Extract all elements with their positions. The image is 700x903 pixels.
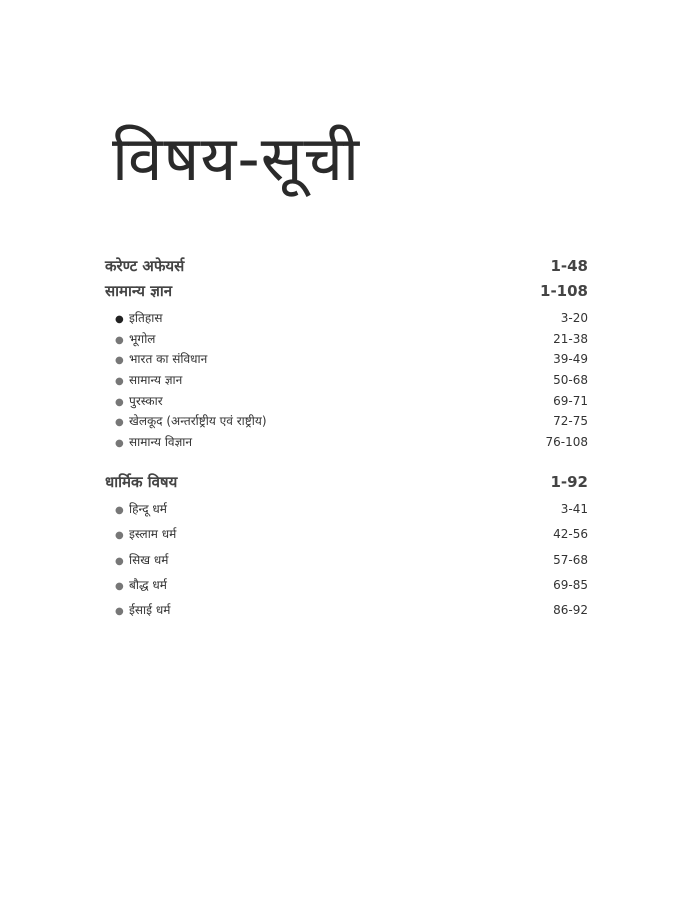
bullet-icon: ● — [115, 606, 124, 618]
section-label: सामान्य ज्ञान — [105, 282, 173, 300]
item-label: हिन्दू धर्म — [129, 502, 167, 516]
toc-section-religion — [105, 472, 588, 626]
bullet-icon: ● — [115, 555, 124, 567]
toc-section-heading[interactable] — [105, 256, 588, 280]
item-pages: 42-56 — [553, 527, 588, 542]
bullet-icon: ● — [115, 438, 124, 450]
toc-item[interactable] — [105, 551, 588, 576]
bullet-icon: ● — [115, 505, 124, 516]
item-pages: 39-49 — [553, 352, 588, 367]
item-label: ईसाई धर्म — [129, 603, 171, 618]
item-label: सामान्य ज्ञान — [129, 373, 183, 388]
toc-item[interactable] — [105, 350, 588, 371]
item-pages: 69-85 — [553, 577, 588, 592]
toc-item[interactable] — [105, 576, 588, 601]
toc-section-current-affairs — [105, 256, 588, 280]
item-label: पुरस्कार — [129, 393, 163, 408]
toc-section-heading[interactable] — [105, 281, 588, 309]
item-label: भूगोल — [129, 331, 156, 346]
bullet-icon: ● — [115, 314, 124, 325]
toc-section-heading[interactable] — [105, 472, 588, 500]
item-pages: 69-71 — [553, 393, 588, 408]
bullet-icon: ● — [115, 417, 124, 429]
item-pages: 3-20 — [560, 311, 588, 325]
bullet-icon: ● — [115, 334, 124, 346]
item-label: सामान्य विज्ञान — [129, 435, 193, 450]
section-pages: 1-48 — [550, 257, 588, 275]
toc-item[interactable] — [105, 330, 588, 351]
bullet-icon: ● — [115, 580, 124, 592]
item-pages: 72-75 — [553, 414, 588, 429]
item-pages: 50-68 — [553, 373, 588, 388]
toc-section-general-knowledge — [105, 281, 588, 454]
item-pages: 76-108 — [545, 435, 588, 450]
item-pages: 21-38 — [553, 331, 588, 346]
section-label: धार्मिक विषय — [105, 473, 178, 491]
section-pages: 1-108 — [540, 282, 588, 300]
toc-item[interactable] — [105, 500, 588, 525]
item-pages: 57-68 — [553, 552, 588, 567]
item-label: बौद्ध धर्म — [129, 577, 167, 592]
page-title: विषय-सूची — [112, 122, 361, 195]
toc-item[interactable] — [105, 525, 588, 550]
item-label: सिख धर्म — [129, 552, 169, 567]
section-pages: 1-92 — [550, 473, 588, 491]
item-label: इतिहास — [129, 311, 163, 325]
bullet-icon: ● — [115, 355, 124, 367]
item-label: खेलकूद (अन्तर्राष्ट्रीय एवं राष्ट्रीय) — [129, 414, 267, 429]
item-label: इस्लाम धर्म — [129, 527, 177, 542]
toc-item[interactable] — [105, 412, 588, 433]
toc-item[interactable] — [105, 601, 588, 626]
section-label: करेण्ट अफेयर्स — [105, 257, 185, 275]
item-pages: 86-92 — [553, 603, 588, 618]
toc-item[interactable] — [105, 392, 588, 413]
toc-item[interactable] — [105, 309, 588, 330]
bullet-icon: ● — [115, 396, 124, 408]
item-label: भारत का संविधान — [129, 352, 208, 367]
bullet-icon: ● — [115, 530, 124, 542]
toc-item[interactable] — [105, 433, 588, 454]
bullet-icon: ● — [115, 376, 124, 388]
toc-item[interactable] — [105, 371, 588, 392]
item-pages: 3-41 — [560, 502, 588, 516]
